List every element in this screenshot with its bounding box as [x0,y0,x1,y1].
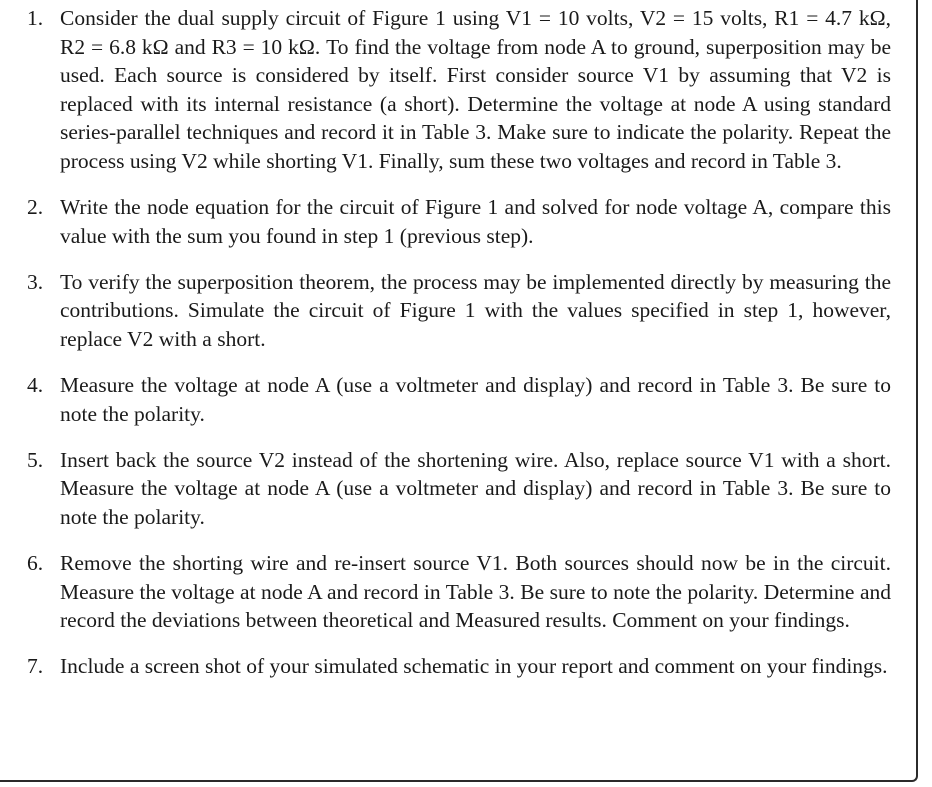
step-number: 1. [27,6,44,30]
step-text: To verify the superposition theorem, the process may be implemented directly by measuring the contributions. Simulate the circuit of Figure 1 with the values specified in step 1, however, replace V2 with a short. [60,269,891,351]
procedure-step-2 [27,193,891,250]
step-text: Remove the shorting wire and re-insert source V1. Both sources should now be in the circuit. Measure the voltage at node A and record in Table 3. Be sure to note the polarity. Determine and record the deviations between theoretical and Measured results. Comment on your findings. [60,551,891,633]
step-number: 6. [27,551,44,575]
step-text: Consider the dual supply circuit of Figure 1 using V1 = 10 volts, V2 = 15 volts, R1 = 4.7 kΩ, R2 = 6.8 kΩ and R3 = 10 kΩ. To find the voltage from node A to ground, superposition may be used. Each source is considered by itself. First consider source V1 by assuming that V2 is replaced with its internal resistance (a short). Determine the voltage at node A using standard series-parallel techniques and record it in Table 3. Make sure to indicate the polarity. Repeat the process using V2 while shorting V1. Finally, sum these two voltages and record in Table 3. [60,6,891,173]
step-number: 3. [27,269,44,294]
procedure-step-4 [27,371,891,428]
step-text: Measure the voltage at node A (use a voltmeter and display) and record in Table 3. Be sure to note the polarity. [60,373,891,426]
procedure-step-3 [27,268,891,354]
step-number: 5. [27,447,44,472]
procedure-step-5 [27,446,891,532]
step-text: Include a screen shot of your simulated schematic in your report and comment on your findings. [60,654,888,679]
procedure-step-1 [27,4,891,176]
step-text: Insert back the source V2 instead of the shortening wire. Also, replace source V1 with a short. Measure the voltage at node A (use a voltmeter and display) and record in Table 3. Be sure to note the polarity. [60,447,891,529]
step-number: 7. [27,654,44,679]
step-text: Write the node equation for the circuit of Figure 1 and solved for node voltage A, compare this value with the sum you found in step 1 (previous step). [60,195,891,248]
step-number: 4. [27,373,44,398]
procedure-step-7 [27,652,891,681]
procedure-steps-list [27,4,891,698]
procedure-step-6 [27,549,891,635]
step-number: 2. [27,195,44,220]
